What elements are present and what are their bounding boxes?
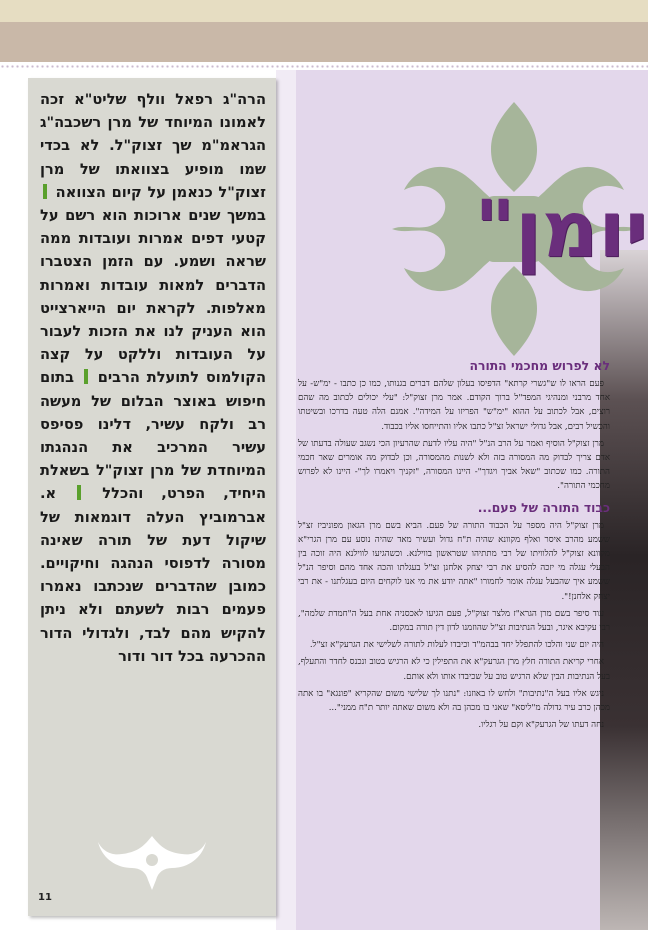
intro-line: שאינה מסורה לדפוסי <box>40 531 266 573</box>
intro-text <box>40 88 266 668</box>
intro-line: שהדברים שנכתבו נאמרו <box>40 578 217 596</box>
intro-line: אברמוביץ העלה דוגמאות <box>74 508 266 526</box>
intro-line: ניתן להקיש מהם לבד, <box>40 601 266 642</box>
section-separator <box>84 369 88 384</box>
intro-line: מרן רשכבה"ג הגראמ"מ <box>40 114 266 155</box>
paragraph: אחרי קריאת התורה חלץ מרן הגרעק"א את התפילין כי לא הרגיש בטוב ונכנס לחדר והתעלף, בעל הנתיבות הבין שלא הרגיש טוב על שכיבדו אותו ולא אותם. <box>298 657 610 682</box>
intro-line: קצה הקולמוס לתועלת <box>40 346 266 387</box>
section-separator <box>77 485 81 500</box>
intro-line: הרבים בתום חיפוש <box>40 369 266 410</box>
paragraph: פעם הראו לו ש"גשרי קרתא" הדפיסו בעלון שלהם דברים בגנותו, כמו כן כתבו - ימ"ש- על אחד מרבני ומנהיגי המפד"ל ברוך הקודם. אמר מרן זצוק"ל: "עלי יכולים לכתוב מה שהם רוצים, אבל לכתוב על ההוא "ימ"ש" הפריזו על המידה". אמנם הלה טעה בדרכו ובשיטתו והכשיל רבים, אבל גדולי ישראל זצ"ל כתבו אליו והתייחסו אליו בכבוד. <box>298 379 610 432</box>
paragraph: היה יום שני והלכו להתפלל יחד בבהמ"ד וכיבדו לעלות לתורה לשלישי את הגרעק"א זצ"ל. <box>309 640 604 651</box>
intro-line: היחיד, הפרט, והכלל א. <box>40 485 267 503</box>
paragraph: ניגש אליו בעל ה"נתיבות" ולחש לו באוזנו: "נתנו לך שלישי משום שהקריא "פונגא" בו אתה מכהן כרב עיר גדולה מ"ליסא" שאני בו מכהן בה ולא משום שאתה יותר ת"ח ממני"... <box>298 688 610 714</box>
intro-line: מרן זצוק"ל כנאמן על <box>40 160 266 201</box>
intro-line: שנים ארוכות הוא רשם <box>65 207 221 225</box>
intro-column <box>28 78 276 916</box>
intro-line: רב ולקח עשיר, דלינו <box>97 415 266 433</box>
intro-line: של מרן זצוק"ל בשאלת <box>40 462 201 480</box>
intro-line: שמו מופיע בצוואתו של <box>79 160 266 178</box>
header-band <box>0 22 648 62</box>
intro-line: זכה לאמונו המיוחד של <box>40 91 266 132</box>
section-heading: לא לפרוש מחכמי התורה <box>469 358 610 373</box>
intro-line: קיום הצוואה במשך <box>40 184 266 224</box>
title-yoman: יומן" <box>474 185 648 275</box>
intro-line: בכל דור ודור <box>118 647 205 665</box>
intro-line: ועובדות ממה שראה <box>40 230 266 271</box>
intro-line: על קטעי דפים אמרות <box>40 207 266 248</box>
article-body <box>298 358 610 735</box>
paragraph: מרן זצוק"ל הוסיף ואמר על הרב הנ"ל "היה עליו לדעת שהרעיון הכי נשגב שעולה בדעתו של אדם צריך לבדוק מה המסורה בזה ולא לשנות מהמסורה, וכן לבדוק מה אומרים שאר חכמי התורה. כמו שכתוב "שאל אביך ויגדך"- היינו המסורה, "זקניך ויאמרו לך"- היינו לא לפרוש מחכמי התורה". <box>298 438 610 492</box>
intro-line: שך זצוק"ל. לא בכדי <box>40 137 192 155</box>
intro-line: פעמים רבות לשעתם ולא <box>78 601 266 619</box>
section-heading: כבוד התורה של פעם... <box>477 499 610 515</box>
intro-line: ושמע. עם הזמן הצטברו <box>40 253 216 271</box>
page-number: 11 <box>38 892 52 903</box>
intro-line: ולגדולי הדור ההכרעה <box>40 624 266 665</box>
intro-line: את הנהגתו המיוחדת <box>40 439 266 480</box>
ornament-bottom-icon <box>92 828 212 898</box>
paragraph: עוד סיפר בשם מרן הגרא"ז מלצר זצוק"ל, פעם הגיעו לאכסניה אחת בעל ה"חמדת שלמה", רבי עקיבא איגר, ובעל הנתיבות זצ"ל שהוזמנו לדון דין תורה במקום. <box>298 608 610 634</box>
intro-line: באוצר הבלום של מעשה <box>40 392 217 410</box>
intro-line: של שיקול דעת של תורה <box>40 508 266 549</box>
intro-line: על העובדות וללקט על <box>84 346 266 364</box>
intro-line: ואמרות מאלפות. לקראת <box>40 276 266 317</box>
intro-line: הדברים למאות עובדות <box>101 276 266 294</box>
intro-line: יום הייארצייט הוא העניק <box>40 299 266 341</box>
paragraph: נחה דעתו של הגרעק"א וקם על רגליו. <box>478 720 604 731</box>
intro-line: לנו את הזכות לעבור <box>40 323 184 341</box>
paragraph: מרן זצוק"ל היה מספר על הכבוד התורה של פעם. הביא בשם מרן הגאון מפוניביז זצ"ל ששמע מהרב איסר ואלף מקוונא שהיה ת"ח גדול ועשיר מאד שהיה נוסע עם מרן הגרי"א מקוונא זצוק"ל להלוויתו של רבי מתתיהו שטראשון בווילנא. וכשהגיעו לווילנא היה זוכה בין הבעלי עגלה מי יזכה להסיע את רבי יצחק אלחנן זצ"ל בעגלתו והכה אחד מהם וסיפר הנ"ל ששמע איך שהבעל עגלה אומר לחמורו "אתה יודע את מי אנו לוקחים היום בעגלתנו - את רבי יצחק אלחנן!". <box>298 520 610 602</box>
intro-line: הנהגה וחיקויים. כמובן <box>40 555 266 596</box>
section-separator <box>43 184 47 199</box>
top-band <box>0 0 648 22</box>
intro-line: הרה"ג רפאל וולף שליט"א <box>74 91 266 108</box>
intro-line: פסיפס עשיר המרכיב <box>40 415 266 457</box>
